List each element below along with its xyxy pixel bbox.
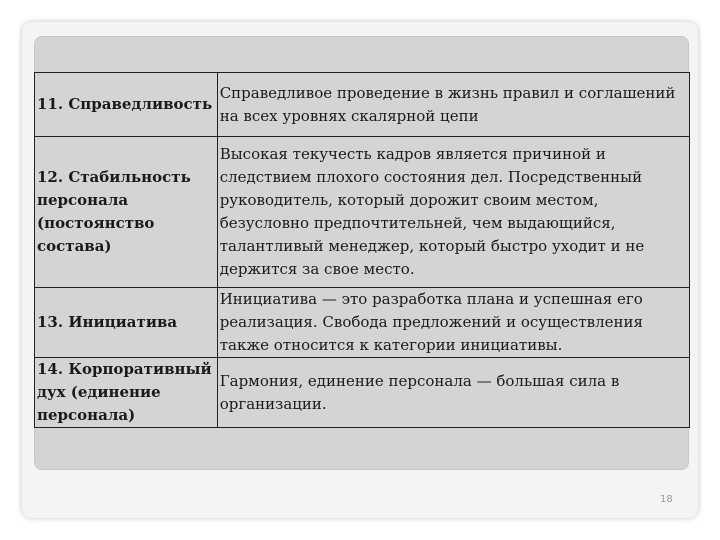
principle-name: 11. Справедливость [35,73,218,137]
principle-description: Инициатива — это разработка плана и успешная его реализация. Свобода предложений и осуществления также относится к категории инициативы. [217,288,689,358]
principle-description: Высокая текучесть кадров является причиной и следствием плохого состояния дел. Посредственный руководитель, который дорожит своим местом, безусловно предпочтительней, чем выдающийся, талантливый менеджер, который быстро уходит и не держится за свое место. [217,137,689,288]
principle-name: 13. Инициатива [35,288,218,358]
table-row [35,358,690,428]
principle-description: Гармония, единение персонала — большая сила в организации. [217,358,689,428]
principle-name: 14. Корпоративный дух (единение персонала) [35,358,218,428]
page-number: 18 [660,494,673,505]
principle-description: Справедливое проведение в жизнь правил и соглашений на всех уровнях скалярной цепи [217,73,689,137]
table-row [35,73,690,137]
principles-table [34,72,690,428]
table-row [35,137,690,288]
principle-name: 12. Стабильность персонала (постоянство состава) [35,137,218,288]
table-row [35,288,690,358]
